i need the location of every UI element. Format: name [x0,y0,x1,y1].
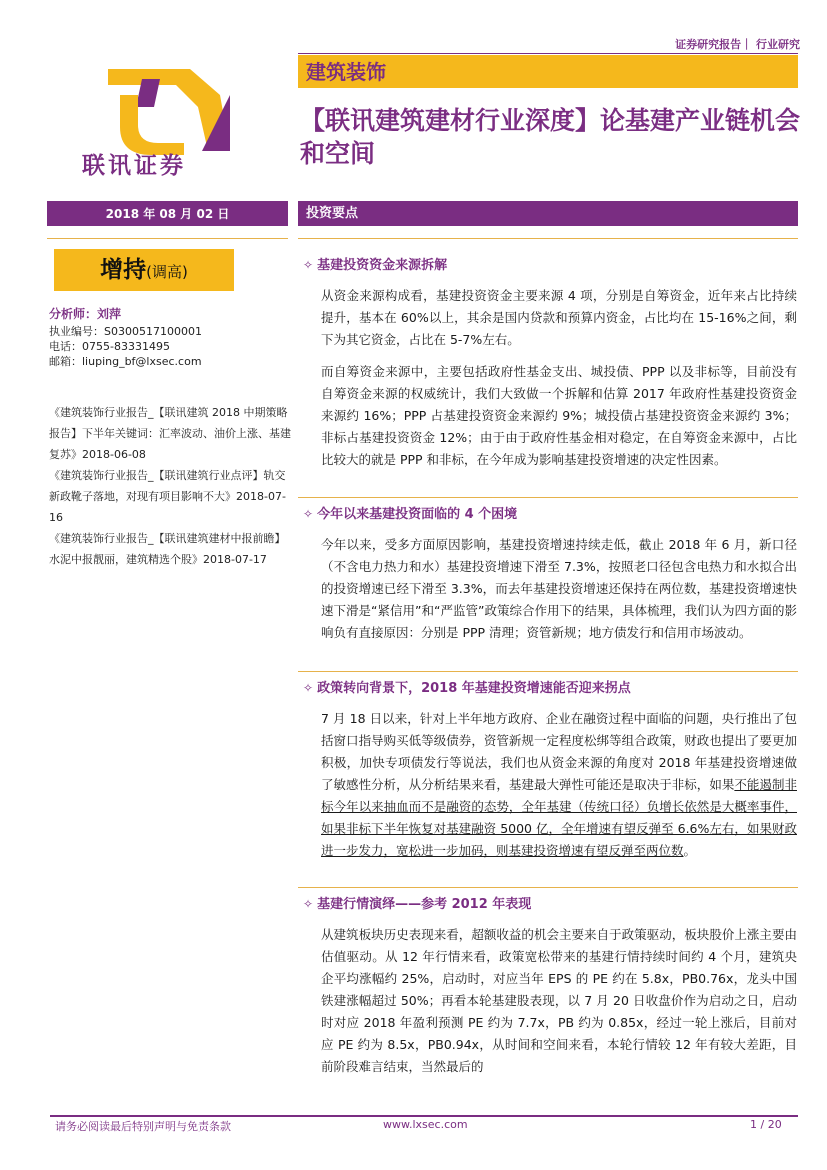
related-reports [49,402,291,570]
report-title: 【联讯建筑建材行业深度】论基建产业链机会和空间 [300,106,801,168]
section-paragraph: 从建筑板块历史表现来看，超额收益的机会主要来自于政策驱动，板块股价上涨主要由估值驱动。从 12 年行情来看，政策宽松带来的基建行情持续时间约 4 个月，建筑央企平均涨幅约 25%，启动时，对应当年 EPS 的 PE 约在 5.8x，PB0.76x，龙头中国铁建涨幅超过 50%；再看本轮基建股表现，以 7 月 20 日收盘价作为启动之日，启动时对应 2018 年盈利预测 PE 约为 7.7x，PB 约为 0.85x，经过一轮上涨后，目前对应 PE 约为 8.5x，PB0.94x，从时间和空间来看，本轮行情较 12 年有较大差距，目前阶段难言结束，当然最后的 [321,927,797,1074]
related-report-item[interactable]: 《建筑装饰行业报告_【联讯建筑建材中报前瞻】水泥中报靓丽，建筑精选个股》2018-07-17 [49,532,286,566]
analyst-email[interactable]: 邮箱：liuping_bf@lxsec.com [49,355,202,368]
footer-disclaimer[interactable]: 请务必阅读最后特别声明与免责条款 [55,1120,231,1133]
section-heading: ✧ 基建行情演绎——参考 2012 年表现 [303,897,532,912]
key-points-label: 投资要点 [306,206,359,221]
rating-main: 增持 [100,257,147,283]
key-points-banner [298,201,798,226]
section-paragraph: 7 月 18 日以来，针对上半年地方政府、企业在融资过程中面临的问题，央行推出了包括窗口指导购买低等级债券，资管新规一定程度松绑等组合政策，财政也提出了要更加积极，加快专项债发行等说法，我们也从资金来源的角度对 2018 年基建投资增速做了敏感性分析，从分析结果来看，基建最大弹性可能还是取决于非标，如果不能遏制非标今年以来抽血而不是融资的态势，全年基建（传统口径）负增长依然是大概率事件，如果非标下半年恢复对基建融资 5000 亿，全年增速有望反弹至 6.6%左右，如果财政进一步发力，宽松进一步加码，则基建投资增速有望反弹至两位数。 [321,711,797,858]
section-divider [298,887,798,888]
analyst-name: 分析师：刘萍 [49,307,122,321]
section-paragraph: 从资金来源构成看，基建投资资金主要来源 4 项，分别是自筹资金，近年来占比持续提升，基本在 60%以上，其余是国内贷款和预算内资金，占比均在 15-16%之间，剩下为其它资金，占比在 5-7%左右。 [321,288,797,347]
footer-website[interactable]: www.lxsec.com [383,1118,468,1131]
footer-divider [50,1115,798,1117]
rating-change: (调高) [146,263,188,281]
related-report-item[interactable]: 《建筑装饰行业报告_【联讯建筑行业点评】轨交新政靴子落地，对现有项目影响不大》2018-07-16 [49,469,286,524]
company-logo-text: 联讯证券 [82,152,186,179]
section-heading: ✧ 基建投资资金来源拆解 [303,258,448,273]
analyst-phone: 电话：0755-83331495 [49,340,170,353]
section-paragraph: 今年以来，受多方面原因影响，基建投资增速持续走低，截止 2018 年 6 月，新口径（不含电力热力和水）基建投资增速下滑至 7.3%，按照老口径包含电热力和水拟合出的投资增速已经下滑至 3.3%，而去年基建投资增速还保持在两位数，基建投资增速快速下滑是“紧信用”和“严监管”政策综合作用下的结果，具体梳理，我们认为四方面的影响负有直接原因：分别是 PPP 清理；资管新规；地方债发行和信用市场波动。 [321,537,797,640]
diamond-icon: ✧ [303,507,314,521]
right-divider [298,238,798,239]
analyst-license: 执业编号：S0300517100001 [49,325,202,338]
rating [54,254,234,288]
section-divider [298,671,798,672]
report-date: 2018 年 08 月 02 日 [105,207,230,221]
sector-name: 建筑装饰 [306,60,386,84]
section-heading: ✧ 今年以来基建投资面临的 4 个困境 [303,507,518,522]
section-divider [298,497,798,498]
diamond-icon: ✧ [303,258,314,272]
related-report-item[interactable]: 《建筑装饰行业报告_【联讯建筑 2018 中期策略报告】下半年关键词：汇率波动、油价上涨、基建复苏》2018-06-08 [49,406,291,461]
underlined-text: 不能遏制非标今年以来抽血而不是融资的态势，全年基建（传统口径）负增长依然是大概率事件，如果非标下半年恢复对基建融资 5000 亿，全年增速有望反弹至 6.6%左右，如果财政进一步发力，宽松进一步加码，则基建投资增速有望反弹至两位数 [321,777,797,858]
section-paragraph: 而自筹资金来源中，主要包括政府性基金支出、城投债、PPP 以及非标等，目前没有自筹资金来源的权威统计，我们大致做一个拆解和估算 2017 年政府性基建投资资金来源约 16%；PPP 占基建投资资金来源约 9%；城投债占基建投资资金来源约 3%；非标占基建投资资金 12%；由于由于政府性基金相对稳定，在自筹资金来源中，占比比较大的就是 PPP 和非标，在今年成为影响基建投资增速的决定性因素。 [321,364,797,467]
diamond-icon: ✧ [303,681,314,695]
page-number: 1 / 20 [750,1118,782,1131]
header-divider [298,53,798,54]
report-type-tag: 证券研究报告｜ 行业研究 [675,38,800,51]
section-heading: ✧ 政策转向背景下，2018 年基建投资增速能否迎来拐点 [303,681,631,696]
left-divider [47,238,288,239]
diamond-icon: ✧ [303,897,314,911]
